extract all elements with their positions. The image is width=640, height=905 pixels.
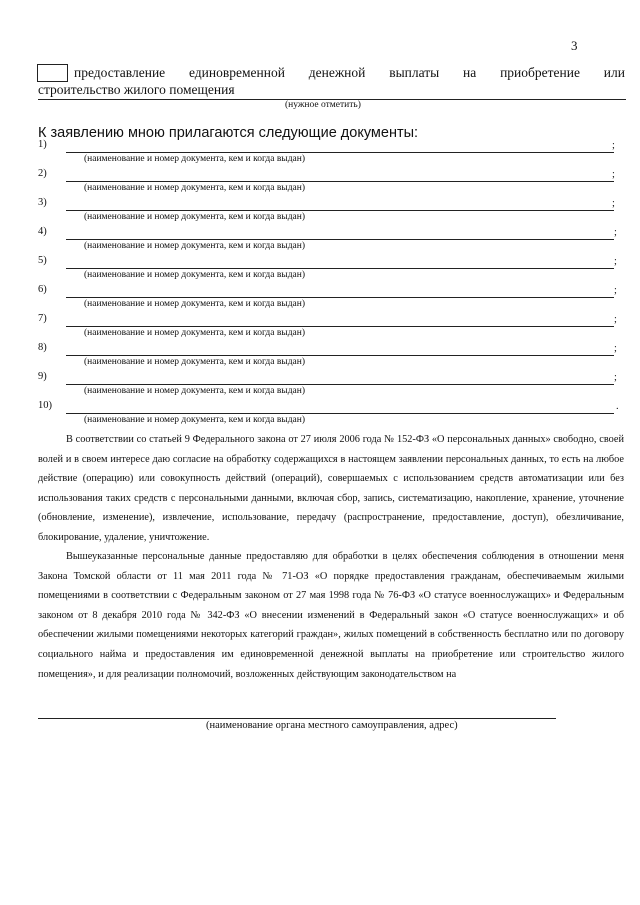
document-caption: (наименование и номер документа, кем и когда выдан)	[84, 154, 305, 164]
document-row	[0, 313, 640, 343]
document-number: 5)	[38, 255, 47, 266]
document-field-line[interactable]	[66, 239, 614, 240]
document-caption: (наименование и номер документа, кем и когда выдан)	[84, 415, 305, 425]
document-caption: (наименование и номер документа, кем и когда выдан)	[84, 357, 305, 367]
purpose-text: Вышеуказанные персональные данные предоставляю для обработки в целях обеспечения соблюдения в отношении меня Закона Томской области от 11 мая 2011 года № 71-ОЗ «О порядке предоставления гражданам, обеспечиваемым жилыми помещениями в соответствии с Федеральным законом от 27 мая 1998 года № 76-ФЗ «О статусе военнослужащих» и Федеральным законом от 8 декабря 2010 года № 342-ФЗ «О внесении изменений в Федеральный закон «О статусе военнослужащих» и об обеспечении жилыми помещениями некоторых категорий граждан», жилых помещений в собственность бесплатно или по договору социального найма и предоставления им единовременной денежной выплаты на приобретение или строительство жилого помещения», и для реализации полномочий, возложенных действующим законодательством на	[38, 551, 624, 680]
document-line-end: .	[616, 401, 619, 412]
document-field-line[interactable]	[66, 152, 614, 153]
page-number: 3	[571, 38, 578, 53]
document-line-end: ;	[612, 140, 615, 151]
document-field-line[interactable]	[66, 413, 614, 414]
document-row	[0, 255, 640, 285]
choose-caption: (нужное отметить)	[285, 100, 361, 110]
document-field-line[interactable]	[66, 384, 614, 385]
authority-caption: (наименование органа местного самоуправления, адрес)	[206, 720, 458, 731]
document-number: 1)	[38, 139, 47, 150]
document-field-line[interactable]	[66, 297, 614, 298]
document-row	[0, 139, 640, 169]
document-line-end: ;	[614, 256, 617, 267]
option-text-line1: предоставление единовременной денежной выплаты на приобретение или	[74, 65, 625, 80]
document-caption: (наименование и номер документа, кем и когда выдан)	[84, 212, 305, 222]
document-row	[0, 371, 640, 401]
option-checkbox[interactable]	[37, 64, 68, 82]
document-line-end: ;	[614, 314, 617, 325]
document-line-end: ;	[612, 169, 615, 180]
document-number: 7)	[38, 313, 47, 324]
document-row	[0, 342, 640, 372]
document-field-line[interactable]	[66, 326, 614, 327]
consent-paragraph	[38, 430, 624, 548]
purpose-paragraph	[38, 547, 624, 684]
document-row	[0, 226, 640, 256]
document-line-end: ;	[612, 198, 615, 209]
document-line-end: ;	[614, 227, 617, 238]
document-number: 9)	[38, 371, 47, 382]
document-number: 8)	[38, 342, 47, 353]
document-number: 10)	[38, 400, 52, 411]
document-caption: (наименование и номер документа, кем и когда выдан)	[84, 386, 305, 396]
document-line-end: ;	[614, 343, 617, 354]
document-field-line[interactable]	[66, 210, 614, 211]
document-number: 2)	[38, 168, 47, 179]
document-number: 4)	[38, 226, 47, 237]
document-row	[0, 168, 640, 198]
document-line-end: ;	[614, 372, 617, 383]
document-field-line[interactable]	[66, 181, 614, 182]
option-text-line2: строительство жилого помещения	[38, 82, 235, 97]
attachments-heading: К заявлению мною прилагаются следующие документы:	[38, 125, 419, 141]
document-caption: (наименование и номер документа, кем и когда выдан)	[84, 241, 305, 251]
document-field-line[interactable]	[66, 355, 614, 356]
document-line-end: ;	[614, 285, 617, 296]
document-caption: (наименование и номер документа, кем и когда выдан)	[84, 183, 305, 193]
consent-text: В соответствии со статьей 9 Федерального закона от 27 июля 2006 года № 152-ФЗ «О персональных данных» свободно, своей волей и в своем интересе даю согласие на обработку содержащихся в настоящем заявлении персональных данных, то есть на любое действие (операцию) или совокупность действий (операций), совершаемых с использованием средств автоматизации или без использования таких средств с персональными данными, включая сбор, запись, систематизацию, накопление, хранение, уточнение (обновление, изменение), извлечение, использование, передачу (распространение, предоставление, доступ), обезличивание, блокирование, удаление, уничтожение.	[38, 434, 624, 543]
authority-field-line[interactable]	[38, 718, 556, 719]
document-number: 6)	[38, 284, 47, 295]
document-row	[0, 284, 640, 314]
document-row	[0, 400, 640, 430]
document-caption: (наименование и номер документа, кем и когда выдан)	[84, 299, 305, 309]
document-caption: (наименование и номер документа, кем и когда выдан)	[84, 270, 305, 280]
document-row	[0, 197, 640, 227]
document-field-line[interactable]	[66, 268, 614, 269]
document-number: 3)	[38, 197, 47, 208]
document-caption: (наименование и номер документа, кем и когда выдан)	[84, 328, 305, 338]
